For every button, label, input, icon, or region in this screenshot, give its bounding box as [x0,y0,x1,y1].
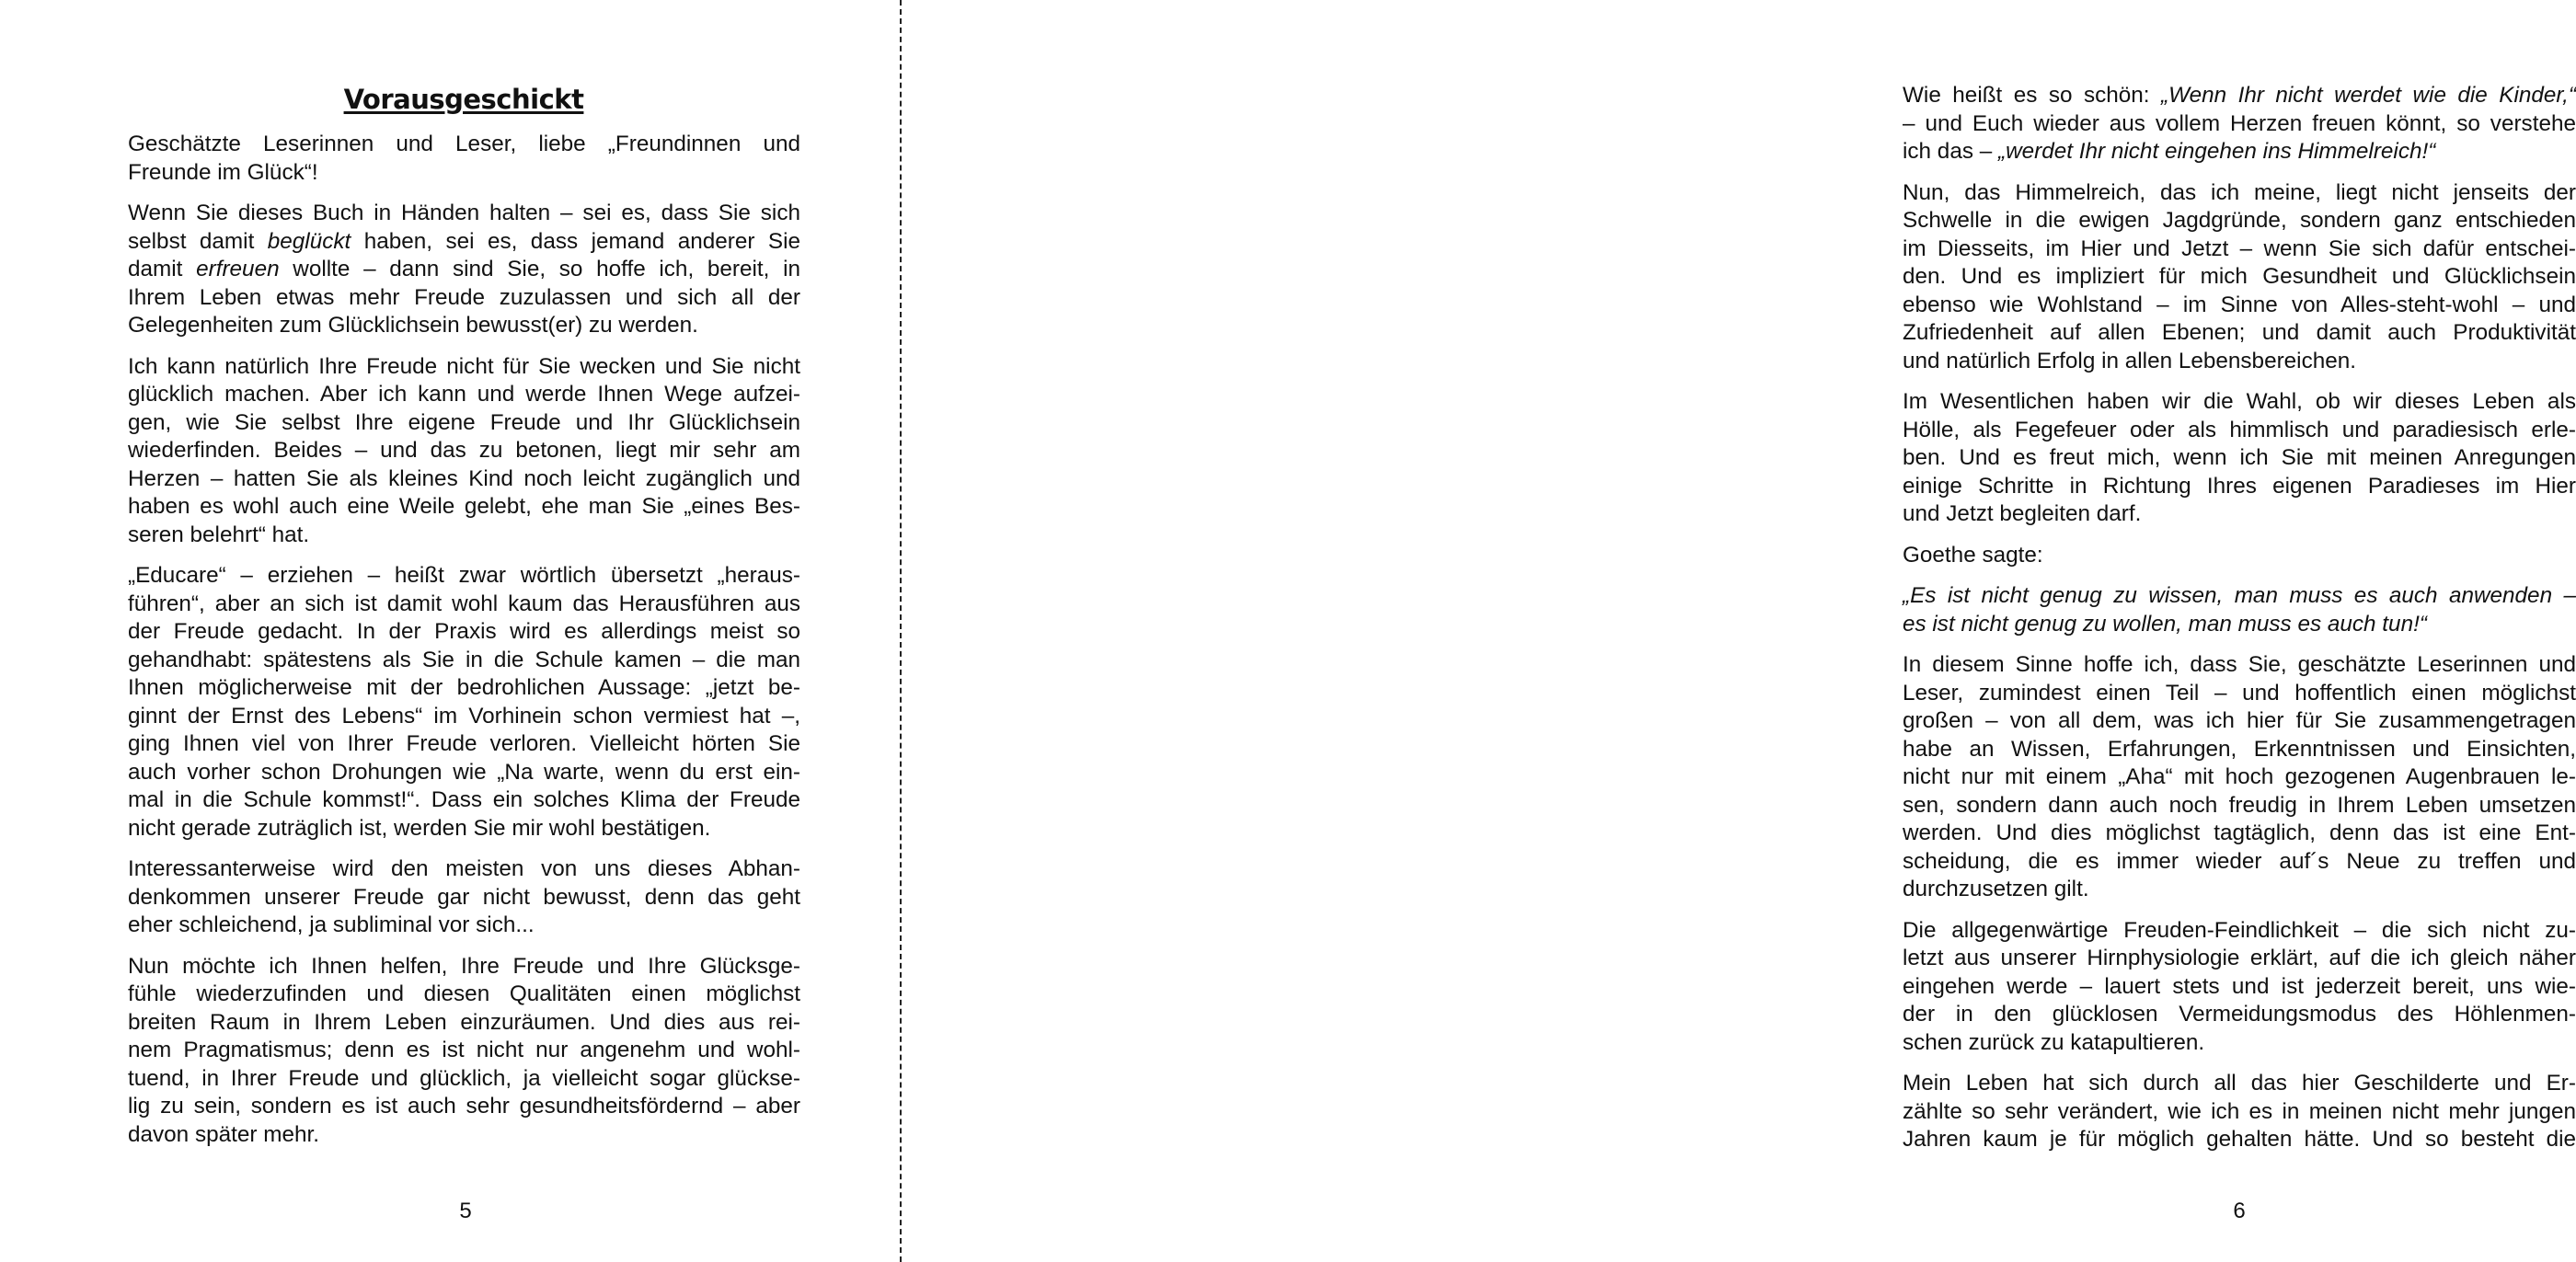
paragraph [1903,651,2576,904]
text-line [128,855,800,884]
text-line [1903,1070,2576,1098]
text-line [128,284,800,313]
text-run: nicht nur mit einem „Aha“ mit hoch gezogenen Augenbrauen le- [1903,764,2576,789]
text-line [128,953,800,981]
text-line [1903,235,2576,264]
text-line [128,465,800,494]
text-run: gehandhabt: spätestens als Sie in die Schule kamen – die man [128,647,800,672]
text-run: „Educare“ – erziehen – heißt zwar wörtlich übersetzt „heraus- [128,563,800,588]
text-run: nicht gerade zuträglich ist, werden Sie mir wohl bestätigen. [128,815,711,841]
text-run: und Jetzt begleiten darf. [1903,501,2142,526]
text-run: Schwelle in die ewigen Jagdgründe, sondern ganz entschieden [1903,208,2576,233]
text-line [128,493,800,522]
text-line [1903,651,2576,680]
text-run: Nun möchte ich Ihnen helfen, Ihre Freude und Ihre Glücksge- [128,953,800,979]
text-run: sen, sondern dann auch noch freudig in Ihrem Leben umsetzen [1903,792,2576,818]
text-line [128,786,800,815]
text-run: fühle wiederzufinden und diesen Qualitäten einen möglichst [128,981,800,1006]
text-run: In diesem Sinne hoffe ich, dass Sie, geschätzte Leserinnen und [1903,652,2576,677]
text-run: denkommen unserer Freude gar nicht bewusst, denn das geht [128,884,800,910]
text-line [1903,348,2576,376]
text-line [1903,207,2576,235]
text-run: Ihnen möglicherweise mit der bedrohlichen Aussage: „jetzt be- [128,675,800,700]
italic-text: „Es ist nicht genug zu wissen, man muss es auch anwenden – [1903,583,2576,608]
text-line [1903,1029,2576,1058]
text-line [128,884,800,912]
text-run: nem Pragmatismus; denn es ist nicht nur angenehm und wohl- [128,1038,800,1062]
text-run: – und Euch wieder aus vollem Herzen freuen könnt, so verstehe [1903,110,2576,136]
text-run: haben es wohl auch eine Weile gelebt, ehe man Sie „eines Bes- [128,494,800,519]
text-run: Ihrem Leben etwas mehr Freude zuzulassen und sich all der [128,284,800,310]
page-number-right: 6 [2233,1199,2246,1223]
text-run: werden. Und dies möglichst tagtäglich, denn das ist eine Ent- [1903,820,2576,845]
text-run: im Diesseits, im Hier und Jetzt – wenn Sie sich dafür entschei- [1903,235,2576,261]
text-line [128,1009,800,1038]
text-line [1903,917,2576,946]
text-run: mal in die Schule kommst!“. Dass ein solches Klima der Freude [128,787,800,812]
text-run: scheidung, die es immer wieder auf´s Neue zu treffen und [1903,848,2576,874]
text-run: Ich kann natürlich Ihre Freude nicht für Sie wecken und Sie nicht [128,353,800,379]
text-run: Wenn Sie dieses Buch in Händen halten – sei es, dass Sie sich [128,201,800,225]
text-run: ebenso wie Wohlstand – im Sinne von Alles-steht-wohl – und [1903,292,2576,317]
text-run: zählte so sehr verändert, wie ich es in meinen nicht mehr jungen [1903,1098,2576,1124]
text-line [1903,973,2576,1002]
text-run: Wie heißt es so schön: [1903,83,2161,108]
text-run: Hölle, als Fegefeuer oder als himmlisch und paradiesisch erle- [1903,417,2576,442]
text-run: Im Wesentlichen haben wir die Wahl, ob wir dieses Leben als [1903,389,2576,414]
text-line [1903,542,2576,570]
paragraph [1903,82,2576,166]
text-run: Die allgegenwärtige Freuden-Feindlichkeit – die sich nicht zu- [1903,917,2576,943]
paragraph [128,200,800,340]
paragraph [128,855,800,940]
text-run: Herzen – hatten Sie als kleines Kind noch leicht zugänglich und [128,465,800,491]
text-line [1903,473,2576,501]
text-line [1903,444,2576,473]
text-line [1903,820,2576,848]
text-run: seren belehrt“ hat. [128,522,310,547]
text-line [1903,736,2576,764]
italic-text: es ist nicht genug zu wollen, man muss es auch tun!“ [1903,611,2427,637]
left-page [0,0,901,1262]
text-run: gen, wie Sie selbst Ihre eigene Freude und Ihr Glücklichsein [128,409,800,435]
text-line [1903,945,2576,973]
text-line [128,1037,800,1065]
text-line [128,730,800,759]
text-line [128,228,800,257]
text-line [128,437,800,465]
text-line [128,353,800,382]
text-run: schen zurück zu katapultieren. [1903,1029,2205,1055]
text-run: glücklich machen. Aber ich kann und werde Ihnen Wege aufzei- [128,382,800,407]
paragraph [128,562,800,843]
text-run: Interessanterweise wird den meisten von uns dieses Abhan- [128,856,800,881]
text-run: durchzusetzen gilt. [1903,877,2089,901]
text-line [128,815,800,843]
text-line [1903,417,2576,445]
text-line [128,159,800,188]
text-run: eher schleichend, ja subliminal vor sich... [128,912,535,937]
italic-text: „Wenn Ihr nicht werdet wie die Kinder,“ [2161,83,2576,108]
text-run: Gelegenheiten zum Glücklichsein bewusst(er) zu werden. [128,313,698,338]
text-line [128,1121,800,1150]
text-line [128,674,800,703]
chapter-title: Vorausgeschickt [343,84,584,115]
paragraph [128,953,800,1150]
paragraph [128,353,800,550]
text-line [128,131,800,159]
italic-text: erfreuen [196,257,280,281]
text-run: Geschätzte Leserinnen und Leser, liebe „Freundinnen und [128,132,800,156]
text-run: Goethe sagte: [1903,542,2043,568]
paragraph [1903,1070,2576,1154]
text-line [1903,292,2576,320]
text-run: ging Ihnen viel von Ihrer Freude verloren. Vielleicht hörten Sie [128,731,800,756]
text-run: und natürlich Erfolg in allen Lebensbereichen. [1903,348,2357,373]
text-run: selbst damit [128,228,268,254]
text-run: Jahren kaum je für möglich gehalten hätte. Und so besteht die [1903,1127,2576,1152]
text-run: führen“, aber an sich ist damit wohl kaum das Herausführen aus [128,591,800,616]
text-line [128,618,800,647]
text-run: breiten Raum in Ihrem Leben einzuräumen. Und dies aus rei- [128,1009,800,1035]
italic-text: beglückt [267,228,351,254]
text-run: einige Schritte in Richtung Ihres eigenen Paradieses im Hier [1903,473,2576,499]
paragraph [1903,582,2576,638]
text-line [1903,1126,2576,1154]
paragraph [1903,542,2576,570]
text-line [1903,388,2576,417]
text-line [128,759,800,787]
text-line [1903,82,2576,110]
text-line [128,200,800,228]
text-line [1903,876,2576,904]
text-line [1903,582,2576,611]
text-line [1903,792,2576,820]
text-run: Mein Leben hat sich durch all das hier Geschilderte und Er- [1903,1071,2576,1096]
text-run: haben, sei es, dass jemand anderer Sie [351,228,800,254]
page-number-left: 5 [459,1199,472,1223]
paragraph [128,131,800,187]
text-line [1903,1098,2576,1127]
text-line [1903,680,2576,708]
text-run: habe an Wissen, Erfahrungen, Erkenntnissen und Einsichten, [1903,736,2576,762]
text-run: Zufriedenheit auf allen Ebenen; und damit auch Produktivität [1903,320,2576,345]
right-page [902,0,2576,1262]
text-run: letzt aus unserer Hirnphysiologie erklärt, auf die ich gleich näher [1903,946,2576,970]
text-run: der Freude gedacht. In der Praxis wird es allerdings meist so [128,619,800,644]
text-run: den. Und es impliziert für mich Gesundheit und Glücklichsein [1903,264,2576,289]
text-line [128,912,800,940]
left-page-body [128,131,800,1162]
text-line [128,591,800,619]
text-line [1903,1001,2576,1029]
italic-text: „werdet Ihr nicht eingehen ins Himmelreich!“ [1998,139,2436,164]
text-line [1903,138,2576,166]
text-line [128,1093,800,1121]
text-line [128,312,800,340]
text-run: eingehen werde – lauert stets und ist jederzeit bereit, uns wie- [1903,973,2576,999]
text-line [1903,500,2576,529]
text-run: Leser, zumindest einen Teil – und hoffentlich einen möglichst [1903,680,2576,706]
text-line [1903,611,2576,639]
text-run: Nun, das Himmelreich, das ich meine, liegt nicht jenseits der [1903,179,2576,205]
paragraph [1903,388,2576,529]
text-run: auch vorher schon Drohungen wie „Na warte, wenn du erst ein- [128,759,800,785]
text-run: wiederfinden. Beides – und das zu betonen, liegt mir sehr am [128,438,800,463]
text-line [1903,707,2576,736]
paragraph [1903,179,2576,376]
text-run: ben. Und es freut mich, wenn ich Sie mit meinen Anregungen [1903,445,2576,470]
text-line [128,562,800,591]
text-run: ich das – [1903,139,1998,164]
text-line [1903,319,2576,348]
text-line [128,256,800,284]
text-line [1903,848,2576,877]
text-run: lig zu sein, sondern es ist auch sehr gesundheitsfördernd – aber [128,1094,800,1119]
text-run: wollte – dann sind Sie, so hoffe ich, bereit, in [279,257,800,281]
text-line [1903,263,2576,292]
text-run: Freunde im Glück“! [128,159,318,185]
text-line [128,647,800,675]
text-line [128,981,800,1009]
text-run: ginnt der Ernst des Lebens“ im Vorhinein schon vermiest hat –, [128,703,800,729]
text-line [1903,110,2576,139]
text-line [1903,179,2576,208]
text-run: tuend, in Ihrer Freude und glücklich, ja vielleicht sogar glückse- [128,1065,800,1091]
text-line [128,1065,800,1094]
text-line [128,409,800,438]
text-line [1903,763,2576,792]
paragraph [1903,917,2576,1058]
text-line [128,703,800,731]
right-page-body [1903,82,2576,1167]
text-run: davon später mehr. [128,1121,319,1147]
text-run: der in den glücklosen Vermeidungsmodus des Höhlenmen- [1903,1002,2576,1027]
text-line [128,522,800,550]
text-line [128,381,800,409]
text-run: großen – von all dem, was ich hier für Sie zusammengetragen [1903,708,2576,733]
text-run: damit [128,257,197,281]
